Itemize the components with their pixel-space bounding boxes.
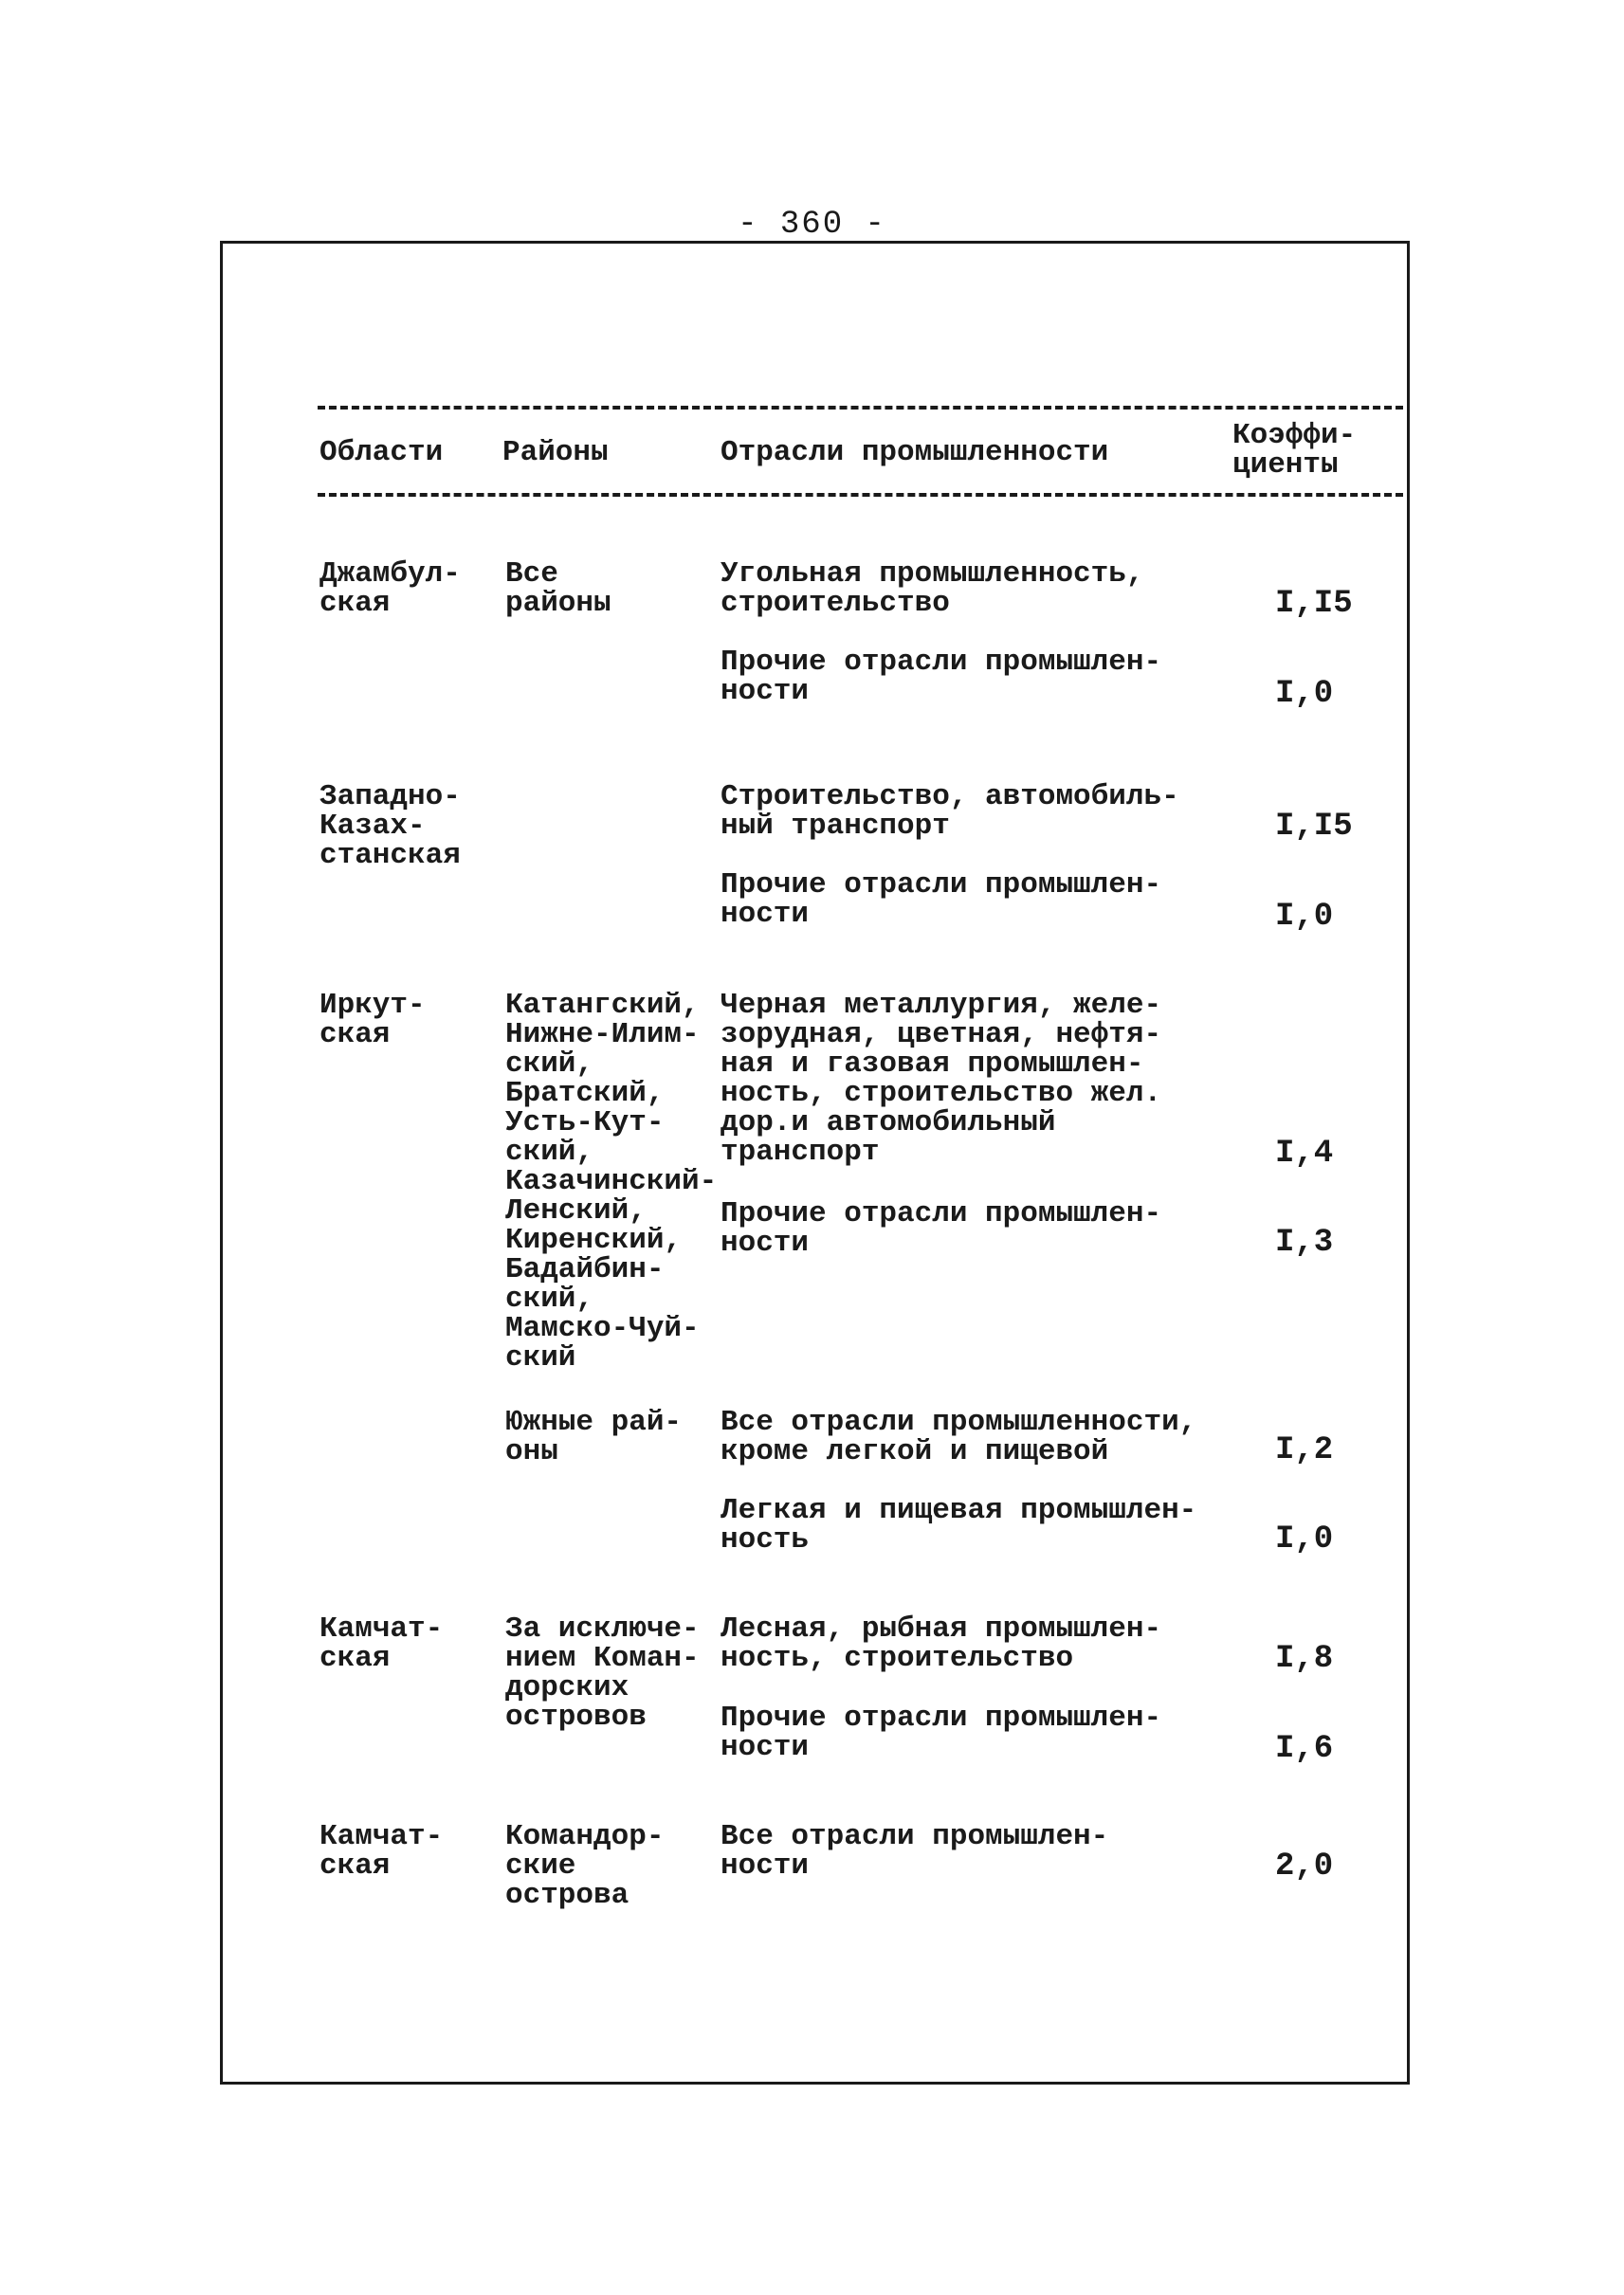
cell-industry: Прочие отрасли промышлен- ности [721,868,1162,931]
cell-district: Командор- ские острова [505,1820,665,1912]
cell-region: Камчат- ская [319,1820,444,1883]
cell-industry: Лесная, рыбная промышлен- ность, строительство [721,1612,1162,1675]
cell-district: Катангский, Нижне-Илим- ский, Братский, Усть-Кут- ский, Казачинский- Ленский, Киренский, Бадайбин- ский, Мамско-Чуй- ский [505,989,718,1375]
cell-coefficient: I,6 [1275,1731,1334,1767]
cell-coefficient: I,0 [1275,676,1334,712]
cell-district: За исключе- нием Коман- дорских островов [505,1612,700,1734]
cell-coefficient: I,3 [1275,1225,1334,1261]
cell-coefficient: 2,0 [1275,1849,1334,1885]
cell-industry: Прочие отрасли промышлен- ности [721,646,1162,708]
cell-region: Иркут- ская [319,989,426,1051]
cell-coefficient: I,8 [1275,1641,1334,1677]
page-number: - 360 - [738,207,886,243]
header-districts: Районы [502,436,609,469]
cell-district: Южные рай- оны [505,1406,683,1468]
header-coefficients: Коэффи- циенты [1232,419,1357,482]
cell-coefficient: I,4 [1275,1136,1334,1172]
cell-industry: Строительство, автомобиль- ный транспорт [721,780,1179,843]
cell-coefficient: I,0 [1275,1521,1334,1557]
header-regions: Области [319,436,444,469]
cell-industry: Все отрасли промышлен- ности [721,1820,1109,1883]
cell-industry: Легкая и пищевая промышлен- ность [721,1494,1197,1557]
cell-industry: Все отрасли промышленности, кроме легкой и пищевой [721,1406,1197,1468]
cell-industry: Прочие отрасли промышлен- ности [721,1702,1162,1764]
cell-industry: Угольная промышленность, строительство [721,557,1144,620]
cell-industry: Прочие отрасли промышлен- ности [721,1197,1162,1260]
cell-coefficient: I,0 [1275,899,1334,935]
cell-region: Джамбул- ская [319,557,461,620]
table-header-rule [318,493,1403,497]
cell-district: Все районы [505,557,611,620]
cell-coefficient: I,2 [1275,1432,1334,1468]
cell-industry: Черная металлургия, желе- зорудная, цветная, нефтя- ная и газовая промышлен- ность, строительство жел. дор.и автомобильный транспорт [721,989,1162,1169]
cell-region: Камчат- ская [319,1612,444,1675]
header-industries: Отрасли промышленности [721,436,1109,469]
cell-region: Западно- Казах- станская [319,780,461,872]
cell-coefficient: I,I5 [1275,809,1353,845]
table-top-rule [318,406,1403,410]
cell-coefficient: I,I5 [1275,586,1353,622]
